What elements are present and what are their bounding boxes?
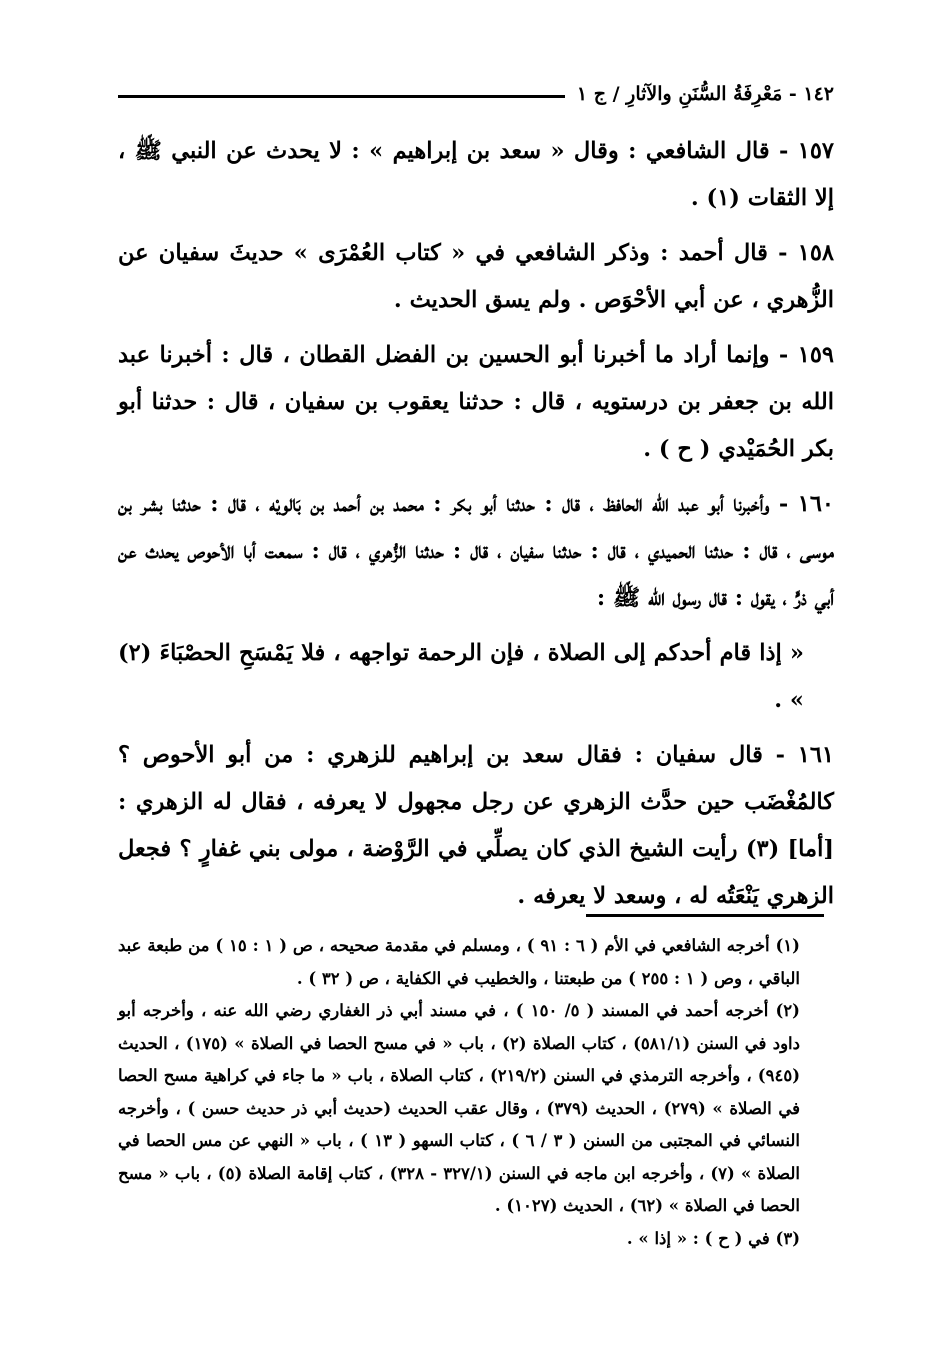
header-rule xyxy=(118,95,565,98)
footnote-1: (١) أخرجه الشافعي في الأم ( ٦ : ٩١ ) ، ومسلم في مقدمة صحيحه ، ص ( ١ : ١٥ ) من طبعة عبد الباقي ، وص ( ١ : ٢٥٥ ) من طبعتنا ، والخطيب في الكفاية ، ص ( ٣٢ ) . xyxy=(118,936,800,988)
footnote-separator xyxy=(586,914,824,917)
main-text xyxy=(118,128,834,928)
paragraph-161: ١٦١ - قال سفيان : فقال سعد بن إبراهيم للزهري : من أبو الأحوص ؟ كالمُغْضَب حين حدَّث الزهري عن رجل مجهول لا يعرفه ، فقال له الزهري : [أما] (٣) رأيت الشيخ الذي كان يصلِّي في الرَّوْضة ، مولى بني غفارٍ ؟ فجعل الزهري يَنْعَتُه له ، وسعد لا يعرفه . xyxy=(118,742,834,909)
header-title: ١٤٢ - مَعْرِفَةُ السُّنَنِ والآثارِ / ج ١ xyxy=(576,83,834,105)
footnote-2: (٢) أخرجه أحمد في المسند ( ٥/ ١٥٠ ) ، في مسند أبي ذر الغفاري رضي الله عنه ، وأخرجه أبو داود في السنن (٥٨١/١) ، كتاب الصلاة (٢) ، باب « في مسح الحصا في الصلاة » (١٧٥) ، الحديث (٩٤٥) ، وأخرجه الترمذي في السنن (٢١٩/٢) ، كتاب الصلاة ، باب « ما جاء في كراهية مسح الحصا في الصلاة » (٢٧٩) ، الحديث (٣٧٩) ، وقال عقب الحديث (حديث أبي ذر حديث حسن ) ، وأخرجه النسائي في المجتبى من السنن ( ٣ / ٦ ) ، كتاب السهو ( ١٣ ) ، باب « النهي عن مس الحصا في الصلاة » (٧) ، وأخرجه ابن ماجه في السنن (٣٢٧/١ - ٣٢٨) ، كتاب إقامة الصلاة (٥) ، باب « مسح الحصا في الصلاة » (٦٢) ، الحديث (١٠٢٧) . xyxy=(118,1001,801,1215)
page-header xyxy=(118,74,834,114)
paragraph-157: ١٥٧ - قال الشافعي : وقال « سعد بن إبراهيم » : لا يحدث عن النبي ﷺ ، إلا الثقات (١) . xyxy=(118,138,834,211)
paragraph-159: ١٥٩ - وإنما أراد ما أخبرنا أبو الحسين بن الفضل القطان ، قال : أخبرنا عبد الله بن جعفر بن درستويه ، قال : حدثنا يعقوب بن سفيان ، قال : حدثنا أبو بكر الحُمَيْدي ( ح ) . xyxy=(118,342,834,462)
footnotes xyxy=(118,930,834,1255)
paragraph-158: ١٥٨ - قال أحمد : وذكر الشافعي في « كتاب العُمْرَى » حديثَ سفيان عن الزُّهري ، عن أبي الأحْوَص . ولم يسق الحديث . xyxy=(118,240,834,313)
footnote-3: (٣) في ( ح ) : « إذا » . xyxy=(626,1228,800,1248)
hadith-quote: « إذا قام أحدكم إلى الصلاة ، فإن الرحمة تواجهه ، فلا يَمْسَحِ الحصْبَاءَ (٢) » . xyxy=(118,640,804,713)
paragraph-160: ١٦٠ - وأخبرنا أبو عبد الله الحافظ ، قال : حدثنا أبو بكر : محمد بن أحمد بن بَالويْه ، قال : حدثنا بشر بن موسى ، قال : حدثنا الحميدي ، قال : حدثنا سفيان ، قال : حدثنا الزُّهري ، قال : سمعت أبا الأحوص يحدث عن أبي ذرٍّ ، يقول : قال رسول الله ﷺ : xyxy=(118,491,834,611)
